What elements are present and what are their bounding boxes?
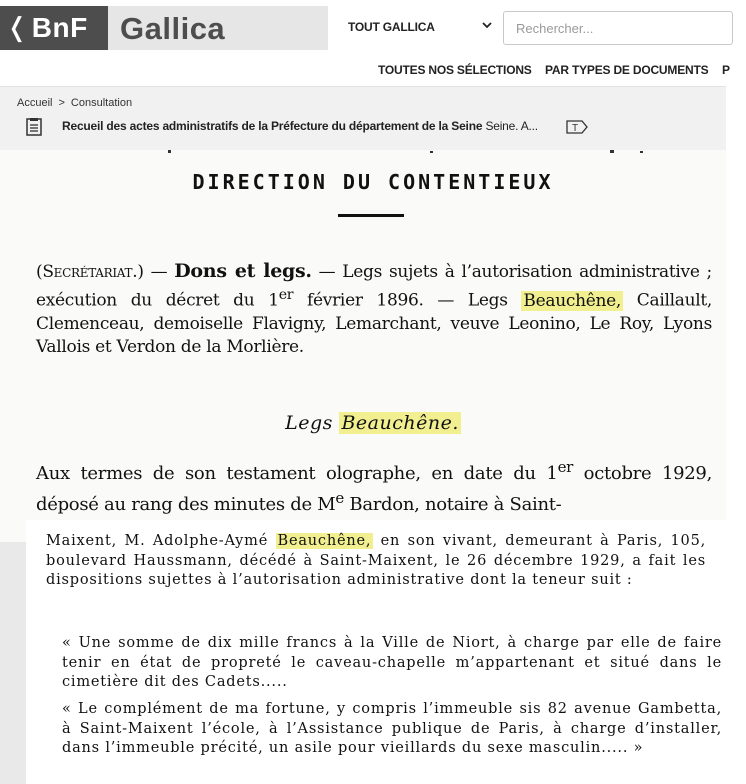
bnf-logo[interactable] (0, 6, 108, 50)
legs-title (0, 412, 746, 434)
document-viewer[interactable] (0, 150, 726, 784)
p1-text-1: — Legs sujets à l’autorisation administrative ; exécution du décret du 1 (36, 262, 712, 311)
p2-text-2: octobre 1929, déposé au rang des minutes de M (36, 463, 712, 515)
section-heading: DIRECTION DU CONTENTIEUX (192, 170, 554, 194)
p1-secretariat: (Secrétariat.) (36, 262, 144, 282)
highlight-beauchene: Beauchêne, (277, 533, 372, 549)
document-icon (26, 118, 42, 136)
p2-text-1: Aux termes de son testament olographe, en date du 1 (36, 463, 558, 484)
bnf-logo-mark: ❬ (6, 13, 28, 43)
scan-lower-block (26, 520, 726, 784)
breadcrumb (17, 97, 132, 109)
p1-text-2: février 1896. — Legs (293, 290, 522, 311)
nav-item-truncated[interactable]: P (722, 63, 730, 77)
paragraph-maixent (46, 532, 706, 591)
p1-text-3: Caillault, Clemenceau, demoiselle Flavigny, Lemarchant, veuve Leonino, Le Roy, Lyons Vallois et Verdon de la Morlière. (36, 290, 712, 357)
document-title-main: Recueil des actes administratifs de la Préfecture du département de la Seine (62, 119, 483, 133)
main-nav (0, 56, 730, 87)
p2-sup-2: e (335, 489, 344, 507)
p2-sup: er (557, 458, 574, 476)
breadcrumb-separator: > (58, 97, 65, 109)
breadcrumb-bar (0, 87, 726, 150)
heading-rule (338, 214, 404, 217)
scan-top-edge (0, 150, 726, 156)
p1-dash: — (143, 262, 175, 282)
gallica-logo-text: Gallica (120, 11, 226, 46)
legs-title-pre: Legs (285, 412, 340, 434)
scan-left-margin (0, 542, 26, 784)
nav-toutes-nos-selections[interactable]: TOUTES NOS SÉLECTIONS (378, 63, 532, 77)
p2-text-3: Bardon, notaire à Saint- (343, 494, 562, 515)
breadcrumb-consultation[interactable]: Consultation (70, 97, 133, 109)
document-title (62, 119, 538, 133)
gallica-logo[interactable] (108, 6, 328, 50)
tcc-label: T (572, 123, 579, 134)
p1-sup: er (278, 287, 294, 303)
p3-text-1: Maixent, M. Adolphe-Aymé (46, 533, 276, 549)
paragraph-dons-et-legs (36, 260, 712, 359)
highlight-beauchene: Beauchêne. (341, 412, 459, 434)
paragraph-testament (36, 455, 712, 517)
tcc-tag-icon[interactable] (566, 120, 588, 134)
paragraph-niort: « Une somme de dix mille francs à la Ville de Niort, à charge par elle de faire tenir en état de propreté le caveau-chapelle m’appartenant et situé dans le cimetière dit des Cadets..... (62, 635, 722, 690)
highlight-beauchene: Beauchêne, (523, 290, 621, 311)
document-title-sub: Seine. A... (485, 119, 538, 133)
top-header (0, 0, 726, 56)
p1-bold: Dons et legs. (174, 260, 312, 282)
search-input[interactable] (503, 11, 733, 45)
nav-par-types-de-documents[interactable]: PAR TYPES DE DOCUMENTS (545, 63, 709, 77)
search-scope-select[interactable]: TOUT GALLICA (348, 20, 435, 34)
p3-text-2: en son vivant, demeurant à Paris, 105, boulevard Haussmann, décédé à Saint-Maixent, le 26 décembre 1929, a fait les dispositions sujettes à l’autorisation administrative dont la teneur suit : (46, 533, 707, 588)
bnf-logo-text: BnF (31, 12, 88, 43)
paragraph-complement: « Le complément de ma fortune, y compris l’immeuble sis 82 avenue Gambetta, à Saint-Maixent l’école, à l’Assistance publique de Paris, à charge d’installer, dans l’immeuble précité, un asile pour vieillards du sexe masculin..... » (62, 701, 722, 756)
breadcrumb-accueil[interactable]: Accueil (17, 97, 53, 109)
chevron-down-icon[interactable] (481, 19, 493, 31)
